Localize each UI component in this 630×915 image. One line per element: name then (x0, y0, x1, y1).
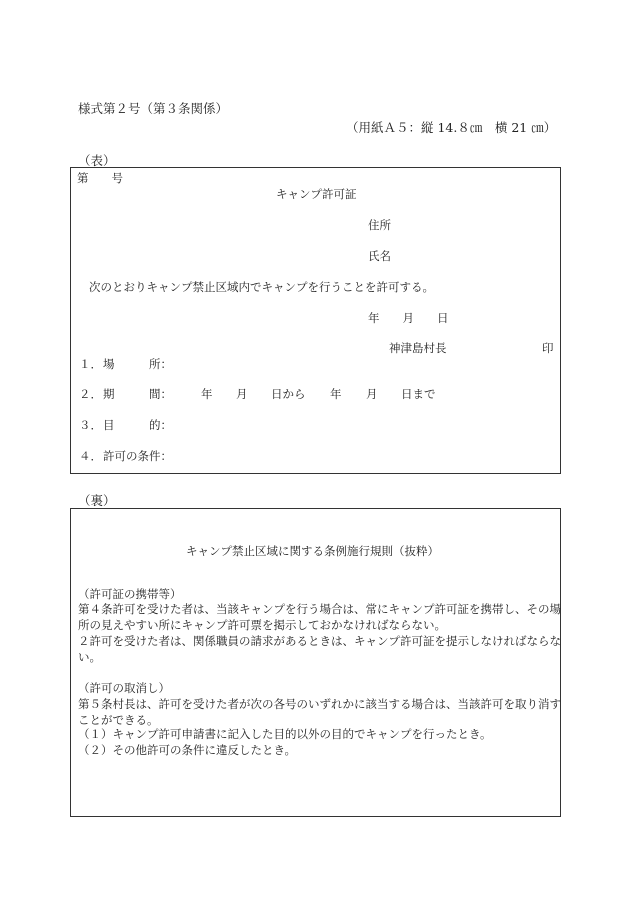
period-year-from: 年 (201, 387, 213, 401)
permit-title: キャンプ許可証 (276, 187, 357, 201)
section1-heading: （許可証の携帯等） (78, 587, 182, 601)
issuer-name: 神津島村長 (389, 341, 447, 355)
form-number: 様式第２号（第３条関係） (78, 101, 229, 116)
name-label: 氏名 (368, 249, 391, 263)
period-day-until: 日まで (401, 387, 436, 401)
section1-paragraph2: ２許可を受けた者は、関係職員の請求があるときは、キャンプ許可証を提示しなければならない。 (78, 634, 561, 665)
section2-paragraph1: 第５条村長は、許可を受けた者が次の各号のいずれかに該当する場合は、当該許可を取り消すことができる。 (78, 697, 561, 728)
section1-paragraph1: 第４条許可を受けた者は、当該キャンプを行う場合は、常にキャンプ許可証を携帯し、その場所の見えやすい所にキャンプ許可票を掲示しておかなければならない。 (78, 602, 561, 633)
issue-date-line: 年 月 日 (368, 311, 449, 325)
item-purpose-number: ３． (79, 418, 102, 432)
back-label: （裏） (78, 493, 116, 508)
item-purpose-label: 目 的： (103, 418, 172, 432)
section2-heading: （許可の取消し） (78, 681, 170, 695)
front-label: （表） (78, 153, 116, 168)
item-conditions-number: ４． (79, 449, 102, 463)
item-place-label: 場 所： (103, 357, 172, 371)
regulation-title: キャンプ禁止区域に関する条例施行規則（抜粋） (186, 544, 439, 558)
period-year-until: 年 (330, 387, 342, 401)
period-month-until: 月 (366, 387, 378, 401)
item-conditions-label: 許可の条件： (103, 449, 172, 463)
address-label: 住所 (368, 218, 391, 232)
item-place-number: １． (79, 357, 102, 371)
section2-item2: （２）その他許可の条件に違反したとき。 (78, 743, 297, 757)
paper-size-note: （用紙Ａ５：縦 14.８㎝ 横 21 ㎝） (346, 120, 557, 135)
period-day-from: 日から (271, 387, 306, 401)
item-period-label: 期 間： (103, 387, 172, 401)
section2-item1: （１）キャンプ許可申請書に記入した目的以外の目的でキャンプを行ったとき。 (78, 727, 492, 741)
permit-number-label: 第 号 (77, 171, 123, 185)
seal-mark: 印 (542, 341, 554, 355)
permit-statement: 次のとおりキャンプ禁止区域内でキャンプを行うことを許可する。 (89, 280, 434, 294)
item-period-number: ２． (79, 387, 102, 401)
period-month-from: 月 (236, 387, 248, 401)
